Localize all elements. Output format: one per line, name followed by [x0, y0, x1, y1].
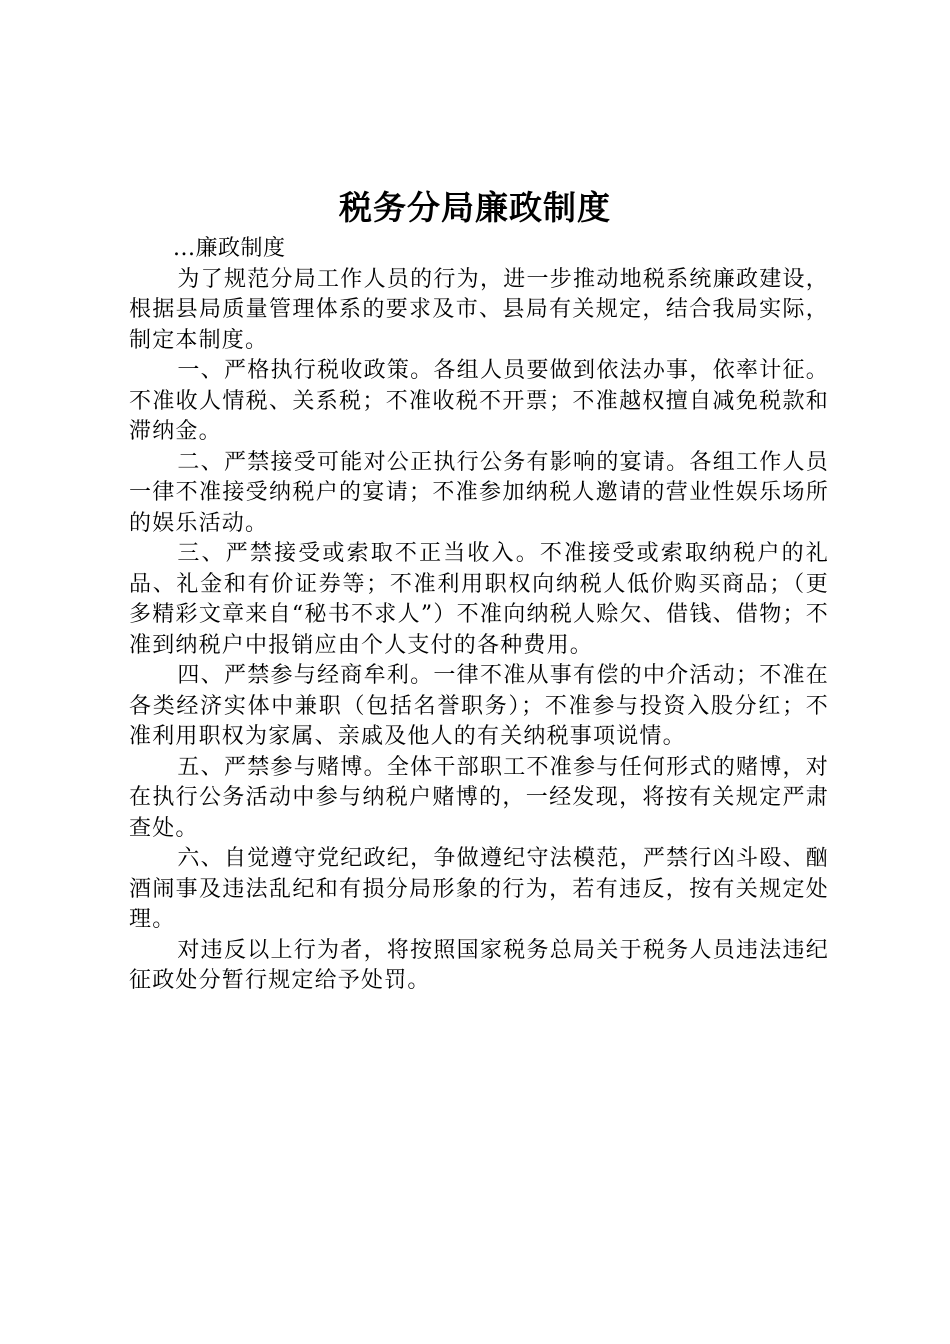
paragraph-rule-4: 四、严禁参与经商牟利。一律不准从事有偿的中介活动；不准在各类经济实体中兼职（包括名誉职务）；不准参与投资入股分红；不准利用职权为家属、亲戚及他人的有关纳税事项说情。	[129, 663, 829, 749]
document-subtitle: ...廉政制度	[173, 236, 286, 261]
paragraph-rule-3: 三、严禁接受或索取不正当收入。不准接受或索取纳税户的礼品、礼金和有价证券等；不准利用职权向纳税人低价购买商品；（更多精彩文章来自“秘书不求人”）不准向纳税人赊欠、借钱、借物；不准到纳税户中报销应由个人支付的各种费用。	[129, 541, 829, 658]
paragraph-rule-5: 五、严禁参与赌博。全体干部职工不准参与任何形式的赌博，对在执行公务活动中参与纳税户赌博的，一经发现，将按有关规定严肃查处。	[129, 754, 829, 841]
document-body	[129, 234, 829, 997]
paragraph-rule-2: 二、严禁接受可能对公正执行公务有影响的宴请。各组工作人员一律不准接受纳税户的宴请；不准参加纳税人邀请的营业性娱乐场所的娱乐活动。	[129, 449, 829, 536]
paragraph-rule-6: 六、自觉遵守党纪政纪，争做遵纪守法模范，严禁行凶斗殴、酗酒闹事及违法乱纪和有损分局形象的行为，若有违反，按有关规定处理。	[129, 846, 829, 932]
paragraph-rule-1: 一、严格执行税收政策。各组人员要做到依法办事，依率计征。不准收人情税、关系税；不准收税不开票；不准越权擅自减免税款和滞纳金。	[129, 358, 829, 444]
paragraph-intro: 为了规范分局工作人员的行为，进一步推动地税系统廉政建设，根据县局质量管理体系的要求及市、县局有关规定，结合我局实际，制定本制度。	[129, 266, 829, 353]
paragraph-penalty: 对违反以上行为者，将按照国家税务总局关于税务人员违法违纪征政处分暂行规定给予处罚。	[129, 937, 829, 993]
document-title: 税务分局廉政制度	[339, 188, 611, 227]
